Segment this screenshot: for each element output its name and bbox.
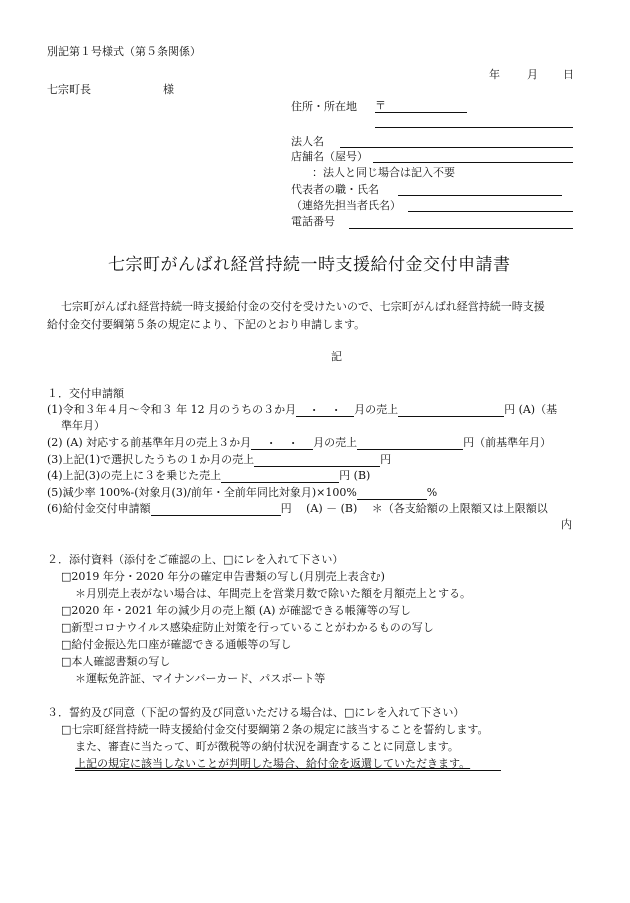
pledge-checkbox-line[interactable]: □七宗町経営持続一時支援給付金交付要綱第２条の規定に該当することを誓約します。 xyxy=(61,723,489,736)
section-3-heading: ３．誓約及び同意（下記の誓約及び同意いただける場合は、□にレを入れて下さい） xyxy=(47,706,465,719)
attachment-ledger[interactable]: □2020 年・2021 年の減少月の売上額 (A) が確認できる帳簿等の写し xyxy=(61,604,411,617)
refund-line: 上記の規定に該当しないことが判明した場合、給付金を返還していただきます。 xyxy=(75,757,471,770)
section-1-heading: １．交付申請額 xyxy=(47,387,124,400)
section-2-heading: ２．添付資料（添付をご確認の上、□にレを入れて下さい） xyxy=(47,553,344,566)
sales-line-2 xyxy=(47,436,551,450)
sales-line-2-suffix: 円（前基準年月） xyxy=(463,436,552,449)
shop-name-field[interactable] xyxy=(373,162,573,163)
address-label: 住所・所在地 xyxy=(291,100,357,113)
representative-label: 代表者の職・氏名 xyxy=(291,183,379,196)
representative-field[interactable] xyxy=(398,195,562,196)
date-year-label: 年 xyxy=(489,68,500,81)
attachment-id[interactable]: □本人確認書類の写し xyxy=(61,655,171,668)
sales-line-5-label: (5)減少率 100%-(対象月(3)/前年・全前年同比対象月)×100% xyxy=(47,486,357,499)
sales-line-6-unit: 円 (A) － (B) ＊（各支給額の上限額又は上限額以 xyxy=(280,502,548,515)
phone-label: 電話番号 xyxy=(291,215,335,228)
refund-underline xyxy=(75,770,501,771)
contact-person-label: （連絡先担当者氏名） xyxy=(291,199,401,212)
document-title: 七宗町がんばれ経営持続一時支援給付金交付申請書 xyxy=(108,255,511,275)
prev-months-field[interactable] xyxy=(251,437,313,450)
prev-sales-field[interactable] xyxy=(357,437,463,450)
target-months-field[interactable] xyxy=(296,404,354,417)
consent-line: また、審査に当たって、町が徴税等の納付状況を調査することに同意します。 xyxy=(75,740,459,753)
target-sales-field[interactable] xyxy=(398,404,504,417)
sales-line-3-label: (3)上記(1)で選択したうちの１か月の売上 xyxy=(47,453,255,466)
attachment-tax-return-note: ＊月別売上表がない場合は、年間売上を営業月数で除いた額を月額売上とする。 xyxy=(75,587,471,600)
target-months-separators: ・ ・ xyxy=(308,404,342,417)
sales-line-1-wrap: 準年月） xyxy=(61,419,105,432)
intro-line-1: 七宗町がんばれ経営持続一時支援給付金の交付を受けたいので、七宗町がんばれ経営持続一時支援 xyxy=(61,300,545,313)
sales-line-4 xyxy=(47,469,370,483)
sales-line-1-unit: 月の売上 xyxy=(354,403,399,416)
sales-line-3 xyxy=(47,453,391,467)
sales-line-1-suffix: 円 (A)（基 xyxy=(504,403,558,416)
sales-line-6 xyxy=(47,502,548,516)
address-field[interactable] xyxy=(375,127,573,128)
sales-line-6-label: (6)給付金交付申請額 xyxy=(47,502,151,515)
sales-line-2-unit: 月の売上 xyxy=(313,436,358,449)
intro-line-2: 給付金交付要綱第５条の規定により、下記のとおり申請します。 xyxy=(47,318,366,331)
sales-line-4-unit: 円 (B) xyxy=(339,469,371,482)
date-day-label: 日 xyxy=(563,68,574,81)
sales-line-3-unit: 円 xyxy=(380,453,392,466)
attachment-tax-return[interactable]: □2019 年分・2020 年分の確定申告書類の写し(月別売上表含む) xyxy=(61,570,385,583)
postal-mark: 〒 xyxy=(375,99,386,112)
form-number: 別記第１号様式（第５条関係） xyxy=(47,45,201,58)
attachment-id-note: ＊運転免許証、マイナンバーカード、パスポート等 xyxy=(75,672,326,685)
corp-name-field[interactable] xyxy=(340,147,573,148)
reduction-rate-field[interactable] xyxy=(357,487,427,500)
corp-name-label: 法人名 xyxy=(291,135,324,148)
date-month-label: 月 xyxy=(527,68,538,81)
sales-line-5 xyxy=(47,486,437,500)
prev-months-separators: ・ ・ xyxy=(265,437,299,450)
recipient-honorific: 様 xyxy=(163,83,174,96)
postal-code-field[interactable] xyxy=(375,112,467,113)
tripled-sales-field[interactable] xyxy=(221,470,339,483)
attachment-covid-measures[interactable]: □新型コロナウイルス感染症防止対策を行っていることがわかるものの写し xyxy=(61,621,434,634)
sales-line-6-wrap: 内 xyxy=(561,518,572,531)
shop-name-note: ：法人と同じ場合は記入不要 xyxy=(312,166,455,179)
ki-mark: 記 xyxy=(331,350,342,363)
one-month-sales-field[interactable] xyxy=(254,454,380,467)
sales-line-5-unit: % xyxy=(426,486,438,499)
sales-line-2-label: (2) (A) 対応する前基準年月の売上３か月 xyxy=(47,436,252,449)
grant-amount-field[interactable] xyxy=(151,503,281,516)
phone-field[interactable] xyxy=(349,228,573,229)
sales-line-1 xyxy=(47,403,557,417)
attachment-bankbook[interactable]: □給付金振込先口座が確認できる通帳等の写し xyxy=(61,638,292,651)
sales-line-4-label: (4)上記(3)の売上に３を乗じた売上 xyxy=(47,469,222,482)
contact-person-field[interactable] xyxy=(408,211,573,212)
shop-name-label: 店舗名（屋号） xyxy=(291,150,368,163)
recipient: 七宗町長 xyxy=(47,83,91,96)
sales-line-1-label: (1)令和３年４月～令和３ 年 12 月のうちの３か月 xyxy=(47,403,297,416)
